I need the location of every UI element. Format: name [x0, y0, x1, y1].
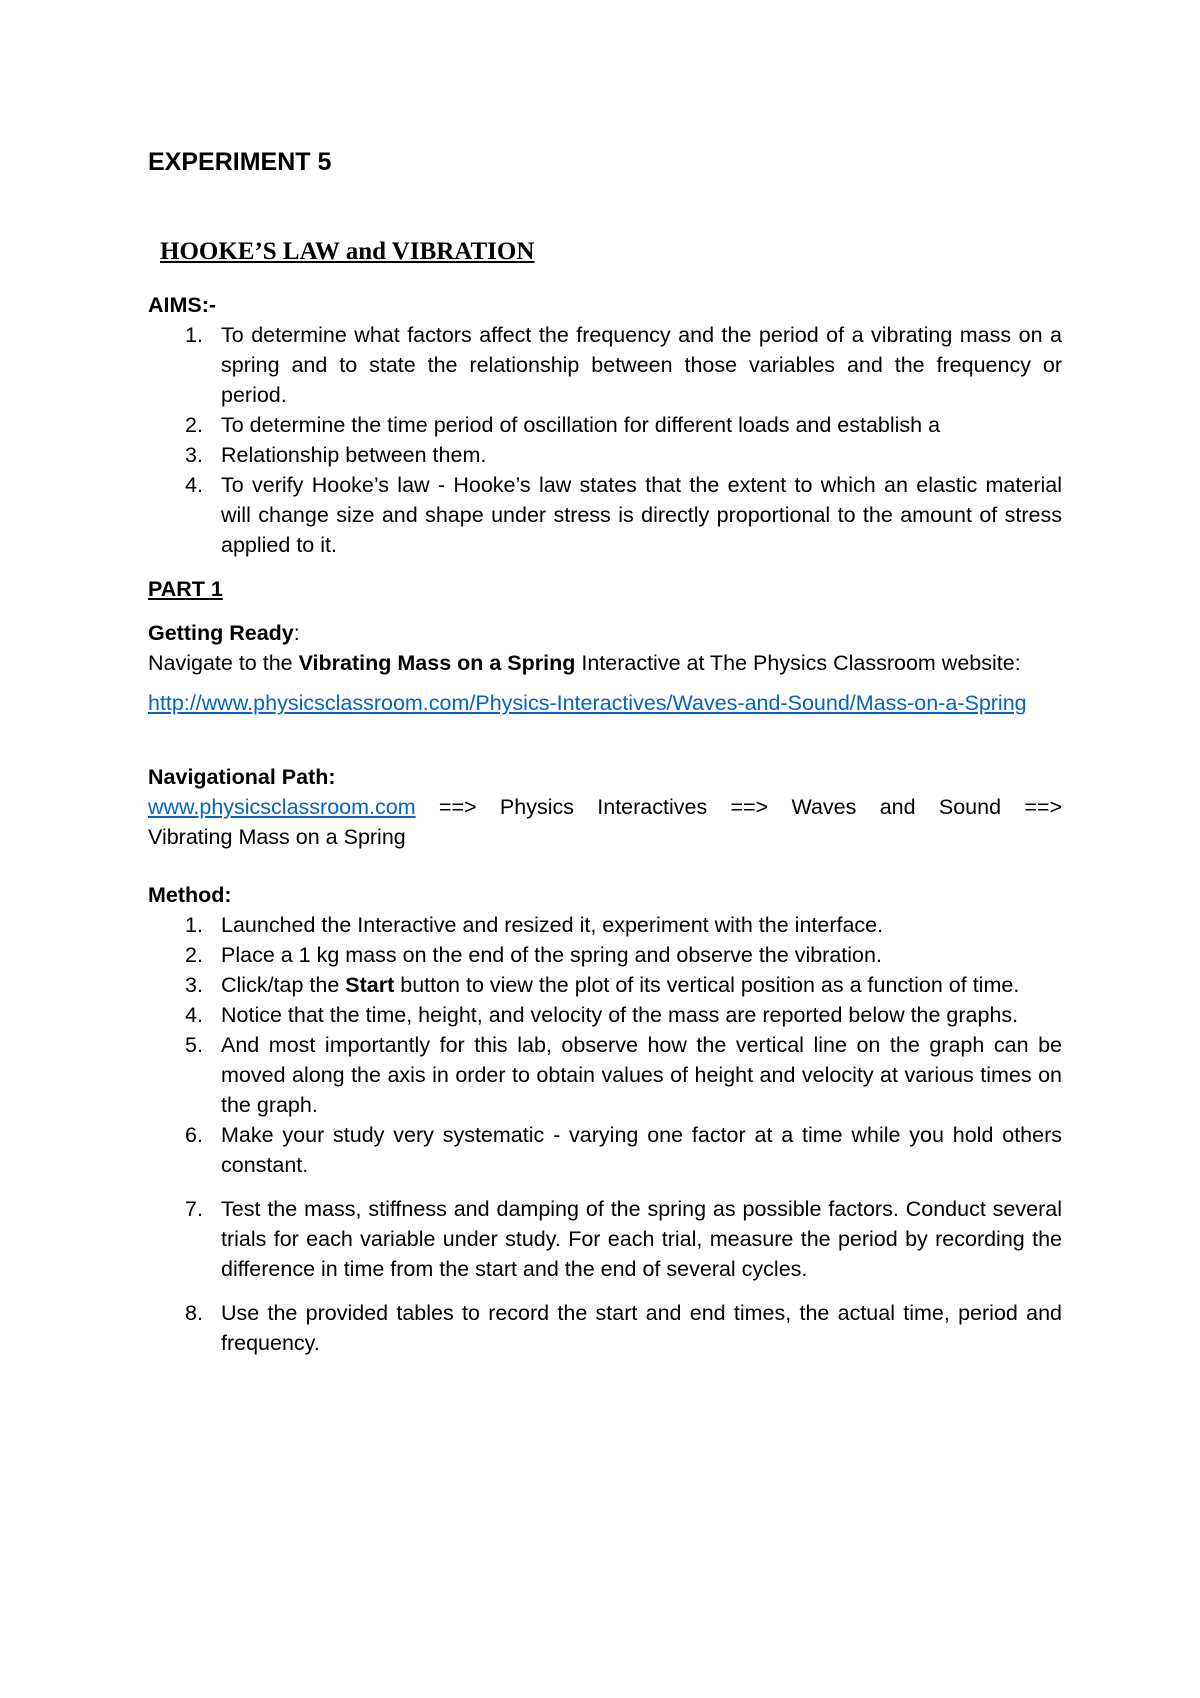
nav-arrow: ==>: [730, 795, 769, 819]
list-number: 3.: [185, 973, 203, 997]
nav-path-line: [148, 792, 1062, 822]
start-button-name: Start: [345, 973, 395, 997]
list-text: To determine what factors affect the frequency and the period of a vibrating mass on a spring and to state the relationship between those variables and the frequency or period.: [221, 323, 1062, 407]
getting-ready-colon: :: [293, 621, 300, 645]
list-number: 2.: [185, 413, 203, 437]
getting-ready-label: Getting Ready: [148, 621, 294, 645]
list-text: Notice that the time, height, and velocity of the mass are reported below the graphs.: [221, 1003, 1019, 1027]
experiment-label: EXPERIMENT 5: [148, 148, 332, 176]
nav-step: Physics: [499, 795, 574, 819]
method-item: [148, 1120, 1062, 1180]
list-text-before: Click/tap the: [221, 973, 346, 997]
list-number: 4.: [185, 473, 203, 497]
method-section: [148, 880, 1062, 1358]
nav-step: Sound: [938, 795, 1002, 819]
aims-item: [148, 320, 1062, 410]
method-item: [148, 1030, 1062, 1120]
navigate-instruction: [148, 648, 1062, 678]
navigate-prefix: Navigate to the: [148, 651, 299, 675]
url-block: [148, 688, 1062, 718]
part-1-heading: PART 1: [148, 577, 223, 601]
aims-item: [148, 470, 1062, 560]
list-number: 5.: [185, 1033, 203, 1057]
list-text: Make your study very systematic - varying one factor at a time while you hold others constant.: [221, 1123, 1062, 1177]
getting-ready-section: [148, 618, 1062, 718]
list-text: To verify Hooke’s law - Hooke’s law states that the extent to which an elastic material will change size and shape under stress is directly proportional to the amount of stress applied to it.: [221, 473, 1062, 557]
page-title: HOOKE’S LAW and VIBRATION: [160, 238, 535, 265]
navigate-interactive-name: Vibrating Mass on a Spring: [298, 651, 576, 675]
nav-arrow: ==>: [438, 795, 477, 819]
list-number: 6.: [185, 1123, 203, 1147]
method-item: [148, 1194, 1062, 1284]
nav-step: Waves: [791, 795, 857, 819]
list-text: Place a 1 kg mass on the end of the spring and observe the vibration.: [221, 943, 882, 967]
interactive-url-link[interactable]: http://www.physicsclassroom.com/Physics-Interactives/Waves-and-Sound/Mass-on-a-Spring: [148, 691, 1027, 715]
aims-item: [148, 440, 1062, 470]
method-item: [148, 940, 1062, 970]
document-body: [148, 140, 1062, 1358]
list-number: 8.: [185, 1301, 203, 1325]
getting-ready-heading: [148, 618, 1062, 648]
list-number: 3.: [185, 443, 203, 467]
list-text: And most importantly for this lab, observe how the vertical line on the graph can be moved along the axis in order to obtain values of height and velocity at various times on the graph.: [221, 1033, 1062, 1117]
list-number: 2.: [185, 943, 203, 967]
list-text: Use the provided tables to record the start and end times, the actual time, period and frequency.: [221, 1301, 1062, 1355]
list-text: To determine the time period of oscillation for different loads and establish a: [221, 413, 941, 437]
method-list: [148, 910, 1062, 1358]
nav-step: and: [879, 795, 916, 819]
list-number: 4.: [185, 1003, 203, 1027]
list-text: Relationship between them.: [221, 443, 487, 467]
list-number: 1.: [185, 913, 203, 937]
list-text: Launched the Interactive and resized it, experiment with the interface.: [221, 913, 884, 937]
method-item: [148, 1000, 1062, 1030]
method-item: [148, 970, 1062, 1000]
method-item: [148, 1298, 1062, 1358]
nav-path-final: Vibrating Mass on a Spring: [148, 825, 406, 849]
aims-list: [148, 320, 1062, 560]
home-link[interactable]: www.physicsclassroom.com: [148, 795, 416, 819]
aims-item: [148, 410, 1062, 440]
method-item: [148, 910, 1062, 940]
method-heading: Method:: [148, 883, 232, 907]
nav-path-section: [148, 762, 1062, 852]
navigate-suffix: Interactive at The Physics Classroom website:: [575, 651, 1021, 675]
nav-path-heading: Navigational Path:: [148, 765, 336, 789]
list-number: 7.: [185, 1197, 203, 1221]
nav-step: Interactives: [597, 795, 708, 819]
list-text-after: button to view the plot of its vertical position as a function of time.: [394, 973, 1020, 997]
aims-heading: AIMS:-: [148, 293, 217, 317]
list-number: 1.: [185, 323, 203, 347]
list-text: Test the mass, stiffness and damping of the spring as possible factors. Conduct several trials for each variable under study. For each trial, measure the period by recording the difference in time from the start and the end of several cycles.: [221, 1197, 1062, 1281]
nav-arrow: ==>: [1024, 795, 1062, 819]
